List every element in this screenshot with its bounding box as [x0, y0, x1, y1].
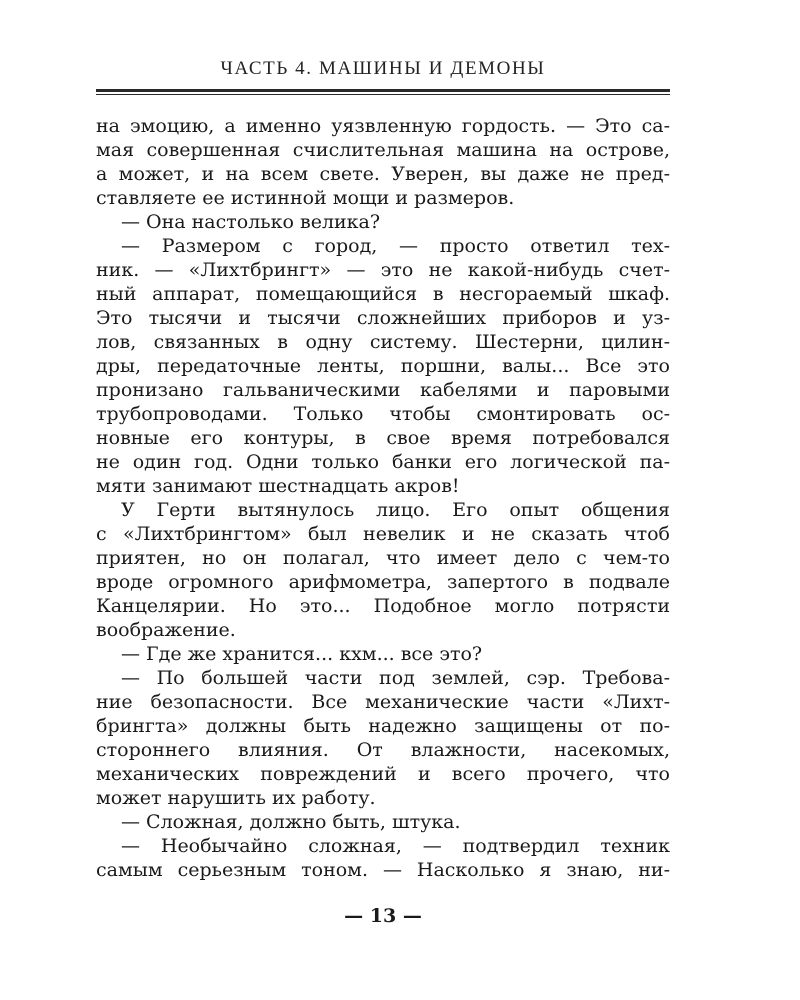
- text-line: У Герти вытянулось лицо. Его опыт общения: [121, 499, 670, 521]
- text-line: новные его контуры, в свое время потребовался: [96, 427, 670, 449]
- text-line: Это тысячи и тысячи сложнейших приборов и уз-: [96, 307, 670, 329]
- text-line: пронизано гальваническими кабелями и паровыми: [96, 379, 670, 401]
- text-line: механических повреждений и всего прочего, что: [96, 763, 670, 785]
- text-line: ние безопасности. Все механические части «Лихт-: [96, 691, 670, 713]
- header-rule-thin: [96, 94, 670, 95]
- text-line: на эмоцию, а именно уязвленную гордость. — Это са-: [96, 115, 670, 137]
- text-line: Канцелярии. Но это... Подобное могло потрясти: [96, 595, 670, 617]
- text-line: воображение.: [96, 619, 236, 641]
- running-header: ЧАСТЬ 4. МАШИНЫ И ДЕМОНЫ: [220, 58, 546, 79]
- text-line: — Необычайно сложная, — подтвердил техник: [121, 835, 670, 857]
- text-line: а может, и на всем свете. Уверен, вы даже не пред-: [96, 163, 670, 185]
- text-line: вроде огромного арифмометра, запертого в подвале: [96, 571, 670, 593]
- text-line: — Сложная, должно быть, штука.: [121, 811, 461, 833]
- text-line: трубопроводами. Только чтобы смонтировать ос-: [96, 403, 670, 425]
- text-line: ставляете ее истинной мощи и размеров.: [96, 187, 515, 209]
- text-line: дры, передаточные ленты, поршни, валы... Все это: [96, 355, 670, 377]
- text-line: — По большей части под землей, сэр. Требова-: [121, 667, 670, 689]
- text-line: приятен, но он полагал, что имеет дело с чем-то: [96, 547, 670, 569]
- header-rule-thick: [96, 89, 670, 92]
- text-line: — Размером с город, — просто ответил тех-: [121, 235, 670, 257]
- text-line: лов, связанных в одну систему. Шестерни, цилин-: [96, 331, 670, 353]
- text-line: мая совершенная счислительная машина на острове,: [96, 139, 670, 161]
- text-line: не один год. Одни только банки его логической па-: [96, 451, 670, 473]
- text-line: с «Лихтбрингтом» был невелик и не сказать чтоб: [96, 523, 670, 545]
- page-number: — 13 —: [344, 905, 422, 927]
- text-line: брингта» должны быть надежно защищены от по-: [96, 715, 670, 737]
- text-line: мяти занимают шестнадцать акров!: [96, 475, 460, 497]
- text-line: ник. — «Лихтбрингт» — это не какой-нибудь счет-: [96, 259, 670, 281]
- text-line: — Она настолько велика?: [121, 211, 381, 233]
- text-line: может нарушить их работу.: [96, 787, 376, 809]
- text-line: самым серьезным тоном. — Насколько я знаю, ни-: [96, 859, 670, 881]
- text-line: ный аппарат, помещающийся в несгораемый шкаф.: [96, 283, 670, 305]
- body-text: [96, 114, 670, 882]
- text-line: стороннего влияния. От влажности, насекомых,: [96, 739, 670, 761]
- text-line: — Где же хранится... кхм... все это?: [121, 643, 483, 665]
